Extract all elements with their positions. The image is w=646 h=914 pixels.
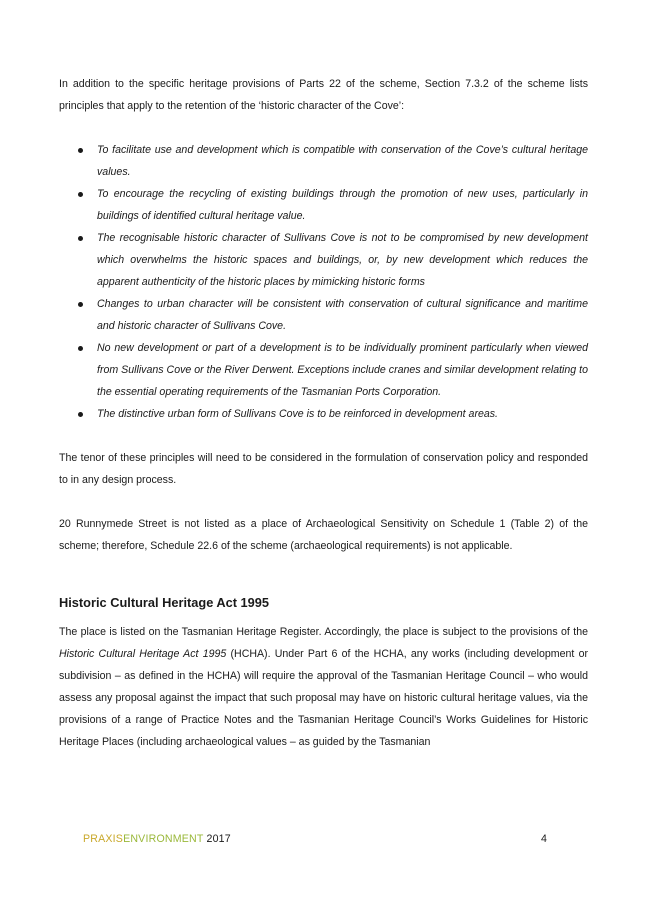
bullet-icon [78, 236, 83, 241]
list-item-text: Changes to urban character will be consistent with conservation of cultural significance and maritime and historic character of Sullivans Cove. [97, 298, 588, 332]
section-heading: Historic Cultural Heritage Act 1995 [59, 595, 270, 610]
list-item-text: The distinctive urban form of Sullivans Cove is to be reinforced in development areas. [97, 408, 499, 420]
list-item [59, 227, 588, 293]
bullet-icon [78, 346, 83, 351]
principles-list [59, 139, 588, 425]
bullet-icon [78, 412, 83, 417]
spacer [59, 425, 588, 447]
list-item [59, 183, 588, 227]
list-item [59, 337, 588, 403]
page-content [59, 73, 588, 753]
brand-environment: ENVIRONMENT [123, 833, 204, 845]
footer-brand [83, 831, 231, 847]
page-number: 4 [541, 833, 547, 845]
bullet-icon [78, 192, 83, 197]
list-item [59, 139, 588, 183]
intro-paragraph: In addition to the specific heritage provisions of Parts 22 of the scheme, Section 7.3.2 of the scheme lists principles that apply to the retention of the ‘historic character of the Cove’: [59, 78, 588, 112]
list-item [59, 293, 588, 337]
tenor-paragraph: The tenor of these principles will need to be considered in the formulation of conservation policy and responded to in any design process. [59, 452, 588, 486]
spacer [59, 579, 588, 593]
footer-year: 2017 [203, 833, 231, 845]
hcha-text-after: (HCHA). Under Part 6 of the HCHA, any works (including development or subdivision – as defined in the HCHA) will require the approval of the Tasmanian Heritage Council – who would assess any proposal against the impact that such proposal may have on historic cultural heritage values, via the provisions of a range of Practice Notes and the Tasmanian Heritage Council’s Works Guidelines for Historic Heritage Places (including archaeological values – as guided by the Tasmanian [59, 648, 588, 748]
spacer [59, 557, 588, 579]
archaeology-paragraph: 20 Runnymede Street is not listed as a place of Archaeological Sensitivity on Schedule 1 (Table 2) of the scheme; therefore, Schedule 22.6 of the scheme (archaeological requirements) is not applicable. [59, 518, 588, 552]
list-item-text: No new development or part of a development is to be individually prominent particularly when viewed from Sullivans Cove or the River Derwent. Exceptions include cranes and similar development relating to the essential operating requirements of the Tasmanian Ports Corporation. [97, 342, 588, 398]
list-item [59, 403, 588, 425]
brand-praxis: PRAXIS [83, 833, 124, 845]
hcha-paragraph [59, 621, 588, 753]
act-name: Historic Cultural Heritage Act 1995 [59, 648, 227, 660]
bullet-icon [78, 302, 83, 307]
hcha-text-before: The place is listed on the Tasmanian Heritage Register. Accordingly, the place is subject to the provisions of the [59, 626, 588, 638]
list-item-text: The recognisable historic character of Sullivans Cove is not to be compromised by new development which overwhelms the historic spaces and buildings, or, by new development which reduces the apparent authenticity of the historic places by mimicking historic forms [97, 232, 588, 288]
list-item-text: To encourage the recycling of existing buildings through the promotion of new uses, particularly in buildings of identified cultural heritage value. [97, 188, 588, 222]
bullet-icon [78, 148, 83, 153]
list-item-text: To facilitate use and development which is compatible with conservation of the Cove’s cultural heritage values. [97, 144, 588, 178]
spacer [59, 491, 588, 513]
